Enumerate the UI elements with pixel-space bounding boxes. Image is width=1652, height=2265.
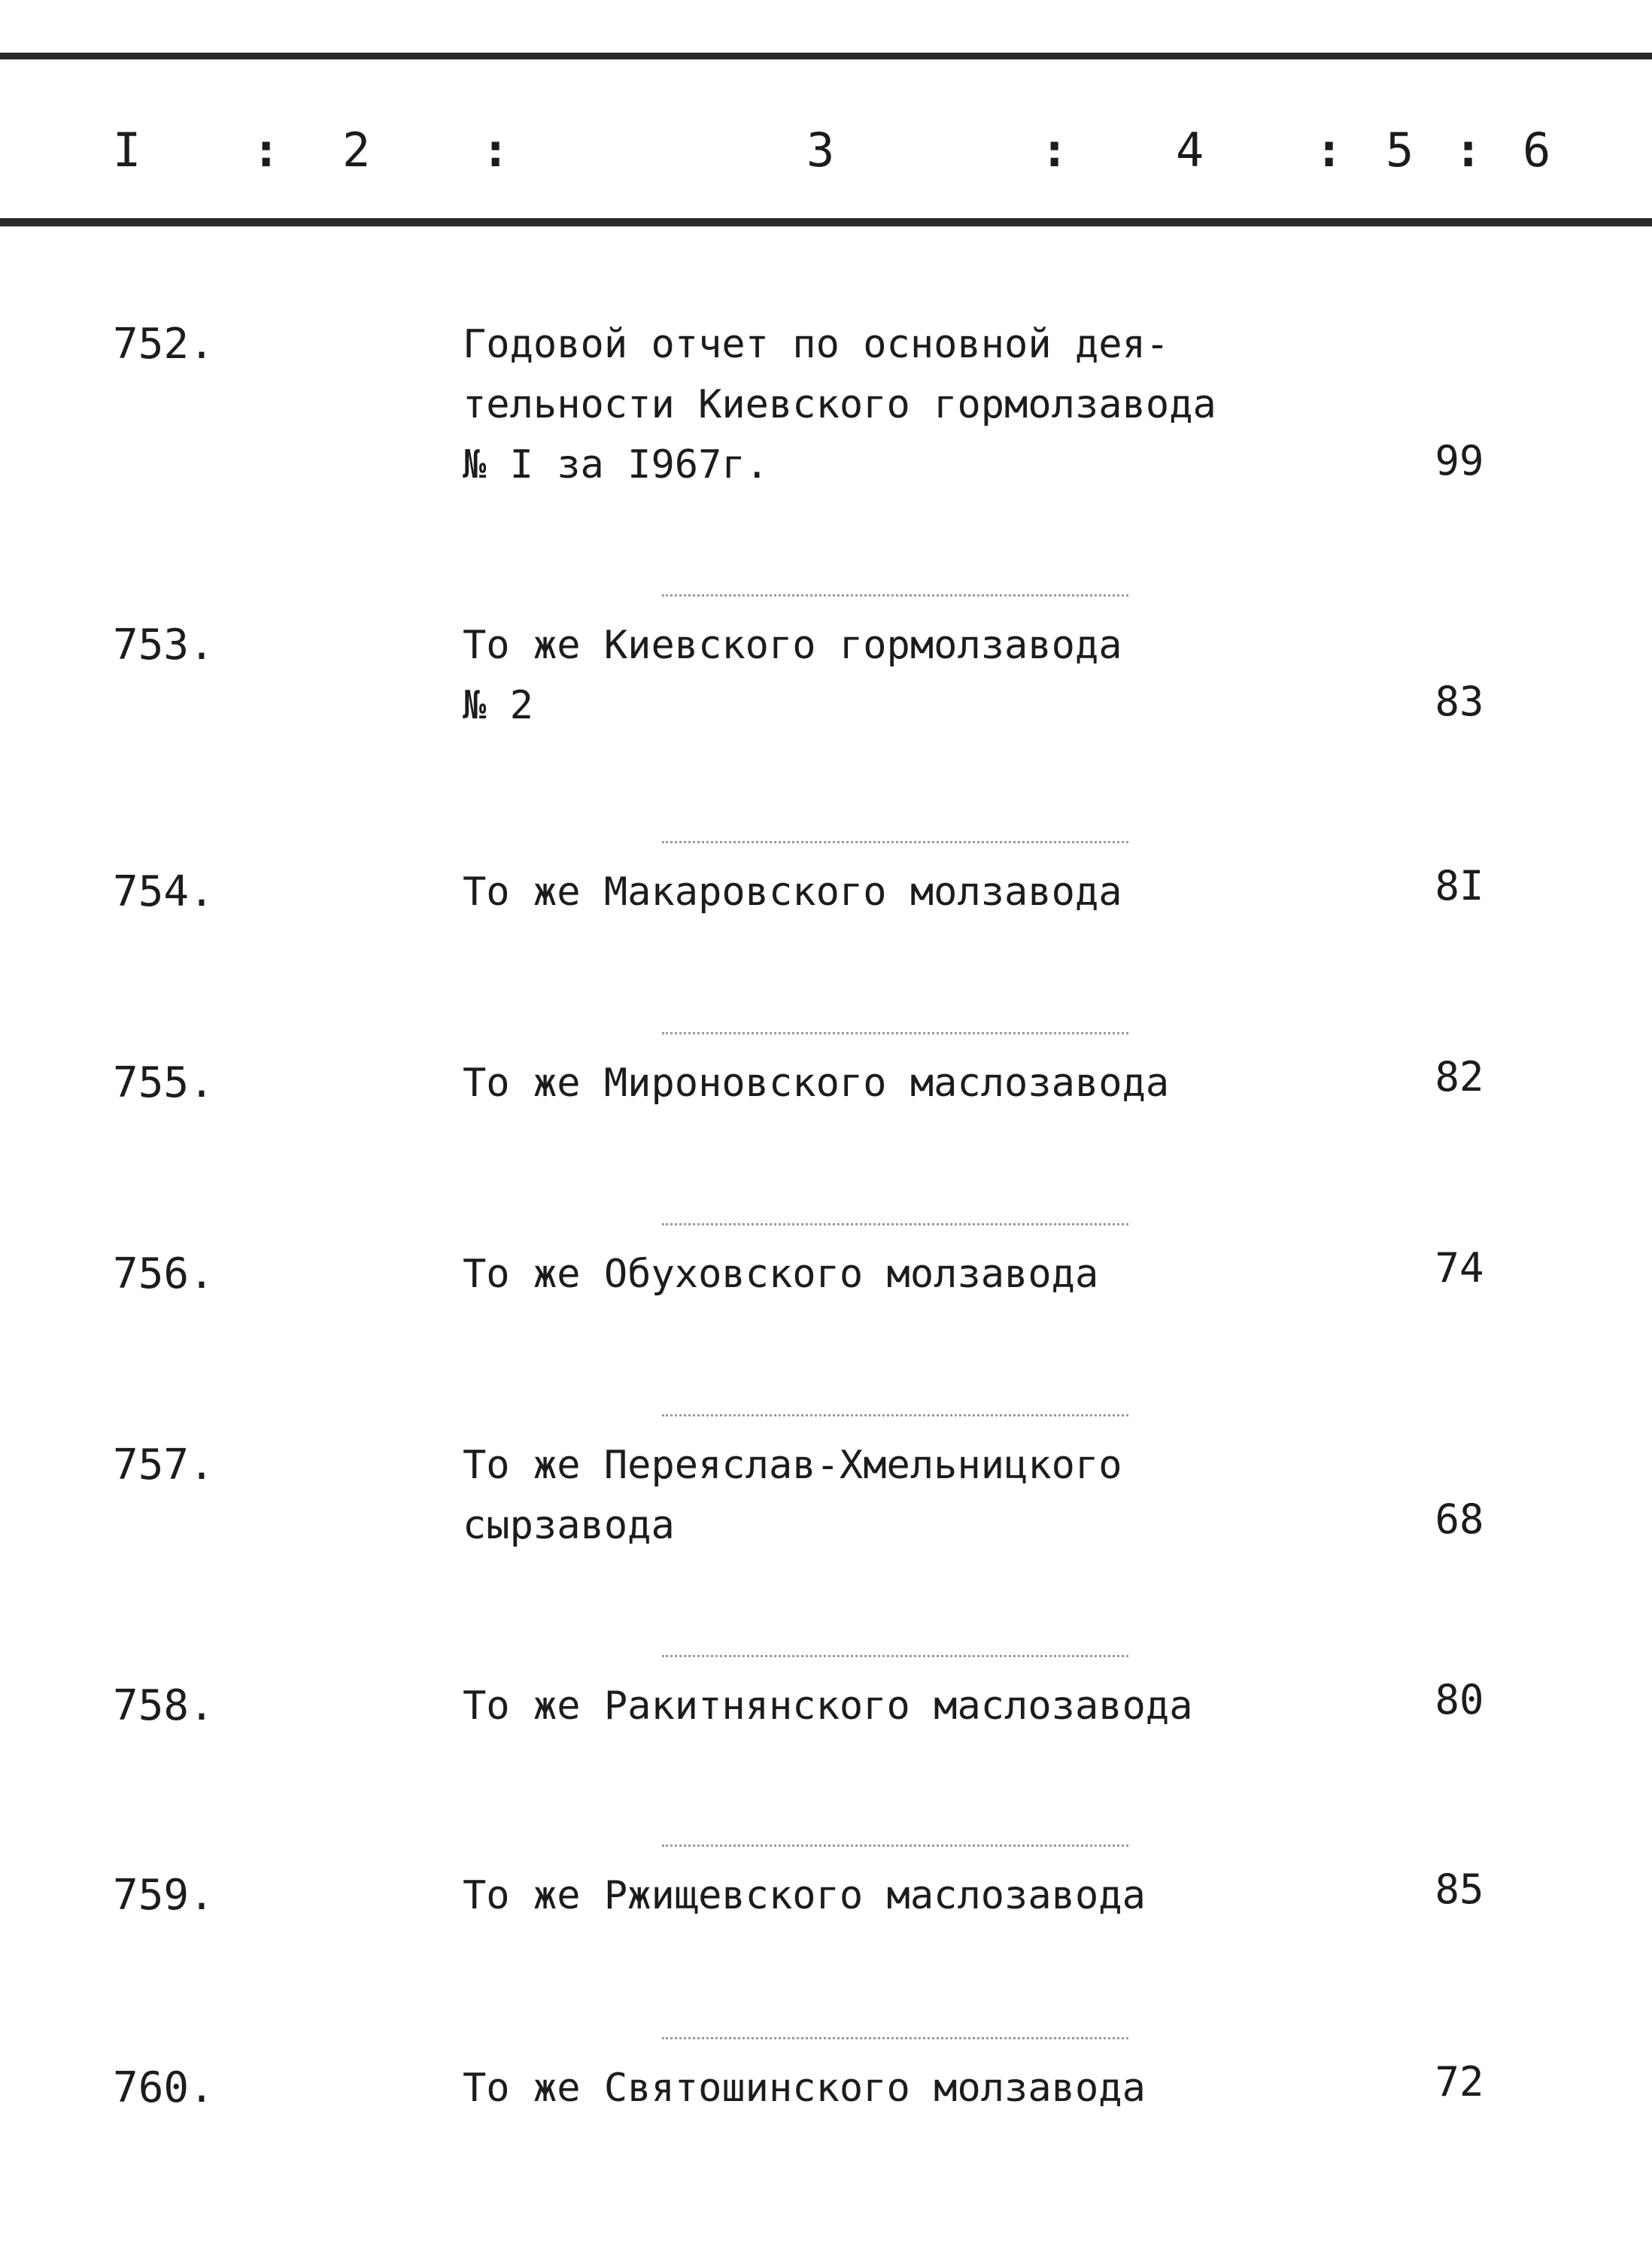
- dotted-divider: [662, 1655, 1128, 1657]
- entry-title-line: То же Святошинского молзавода: [463, 2066, 1146, 2111]
- entry-number: 756.: [113, 1249, 214, 1298]
- header-rule: [0, 218, 1652, 226]
- entry-sheet-count: 82: [1435, 1053, 1484, 1101]
- entry-title: [463, 1866, 1245, 1926]
- entry-title-line: То же Ракитнянского маслозавода: [463, 1684, 1193, 1729]
- top-rule: [0, 53, 1652, 59]
- column-header-5: 5: [1386, 123, 1414, 178]
- entry-sheet-count: 99: [1435, 437, 1484, 484]
- entry-number: 753.: [113, 621, 214, 669]
- dotted-divider: [662, 1844, 1128, 1847]
- entry-number: 759.: [113, 1871, 214, 1920]
- column-separator: :: [252, 123, 281, 178]
- column-header-1: I: [113, 123, 141, 178]
- dotted-divider: [662, 1223, 1128, 1225]
- entry-sheet-count: 83: [1435, 678, 1484, 725]
- entry-title: [463, 615, 1245, 736]
- entry-title-line: № I за I967г.: [463, 442, 769, 487]
- entry-sheet-count: 8I: [1435, 862, 1484, 909]
- column-separator: :: [1315, 123, 1344, 178]
- entry-title: [463, 2058, 1245, 2118]
- dotted-divider: [662, 1414, 1128, 1416]
- entry-sheet-count: 80: [1435, 1676, 1484, 1723]
- dotted-divider: [662, 2037, 1128, 2039]
- column-separator: :: [1454, 123, 1483, 178]
- entry-title: [463, 862, 1245, 922]
- entry-number: 757.: [113, 1441, 214, 1489]
- entry-number: 760.: [113, 2063, 214, 2112]
- entry-title-line: То же Киевского гормолзавода: [463, 623, 1122, 668]
- column-separator: :: [1040, 123, 1069, 178]
- dotted-divider: [662, 594, 1128, 597]
- entry-title-line: Годовой отчет по основной дея-: [463, 322, 1170, 367]
- entry-sheet-count: 72: [1435, 2058, 1484, 2106]
- entry-title: [463, 1244, 1245, 1304]
- entry-number: 755.: [113, 1058, 214, 1107]
- dotted-divider: [662, 841, 1128, 843]
- entry-sheet-count: 85: [1435, 1866, 1484, 1913]
- entry-title-line: То же Мироновского маслозавода: [463, 1061, 1170, 1106]
- entry-number: 752.: [113, 320, 214, 369]
- column-header-3: 3: [806, 123, 835, 178]
- entry-title: [463, 1435, 1245, 1556]
- entry-title: [463, 314, 1245, 495]
- entry-title-line: То же Обуховского молзавода: [463, 1252, 1099, 1297]
- dotted-divider: [662, 1032, 1128, 1034]
- entry-sheet-count: 74: [1435, 1244, 1484, 1292]
- entry-title-line: № 2: [463, 683, 533, 728]
- column-header-4: 4: [1176, 123, 1204, 178]
- entry-title: [463, 1053, 1245, 1113]
- entry-title-line: То же Ржищевского маслозавода: [463, 1873, 1146, 1918]
- entry-title: [463, 1676, 1245, 1736]
- column-header-6: 6: [1523, 123, 1551, 178]
- entry-title-line: То же Макаровского молзавода: [463, 870, 1122, 915]
- entry-number: 754.: [113, 867, 214, 916]
- entry-title-line: тельности Киевского гормолзавода: [463, 382, 1216, 427]
- entry-title-line: То же Переяслав-Хмельницкого: [463, 1443, 1122, 1488]
- entry-title-line: сырзавода: [463, 1503, 675, 1548]
- column-header-2: 2: [342, 123, 371, 178]
- column-separator: :: [481, 123, 510, 178]
- entry-number: 758.: [113, 1681, 214, 1730]
- entry-sheet-count: 68: [1435, 1495, 1484, 1543]
